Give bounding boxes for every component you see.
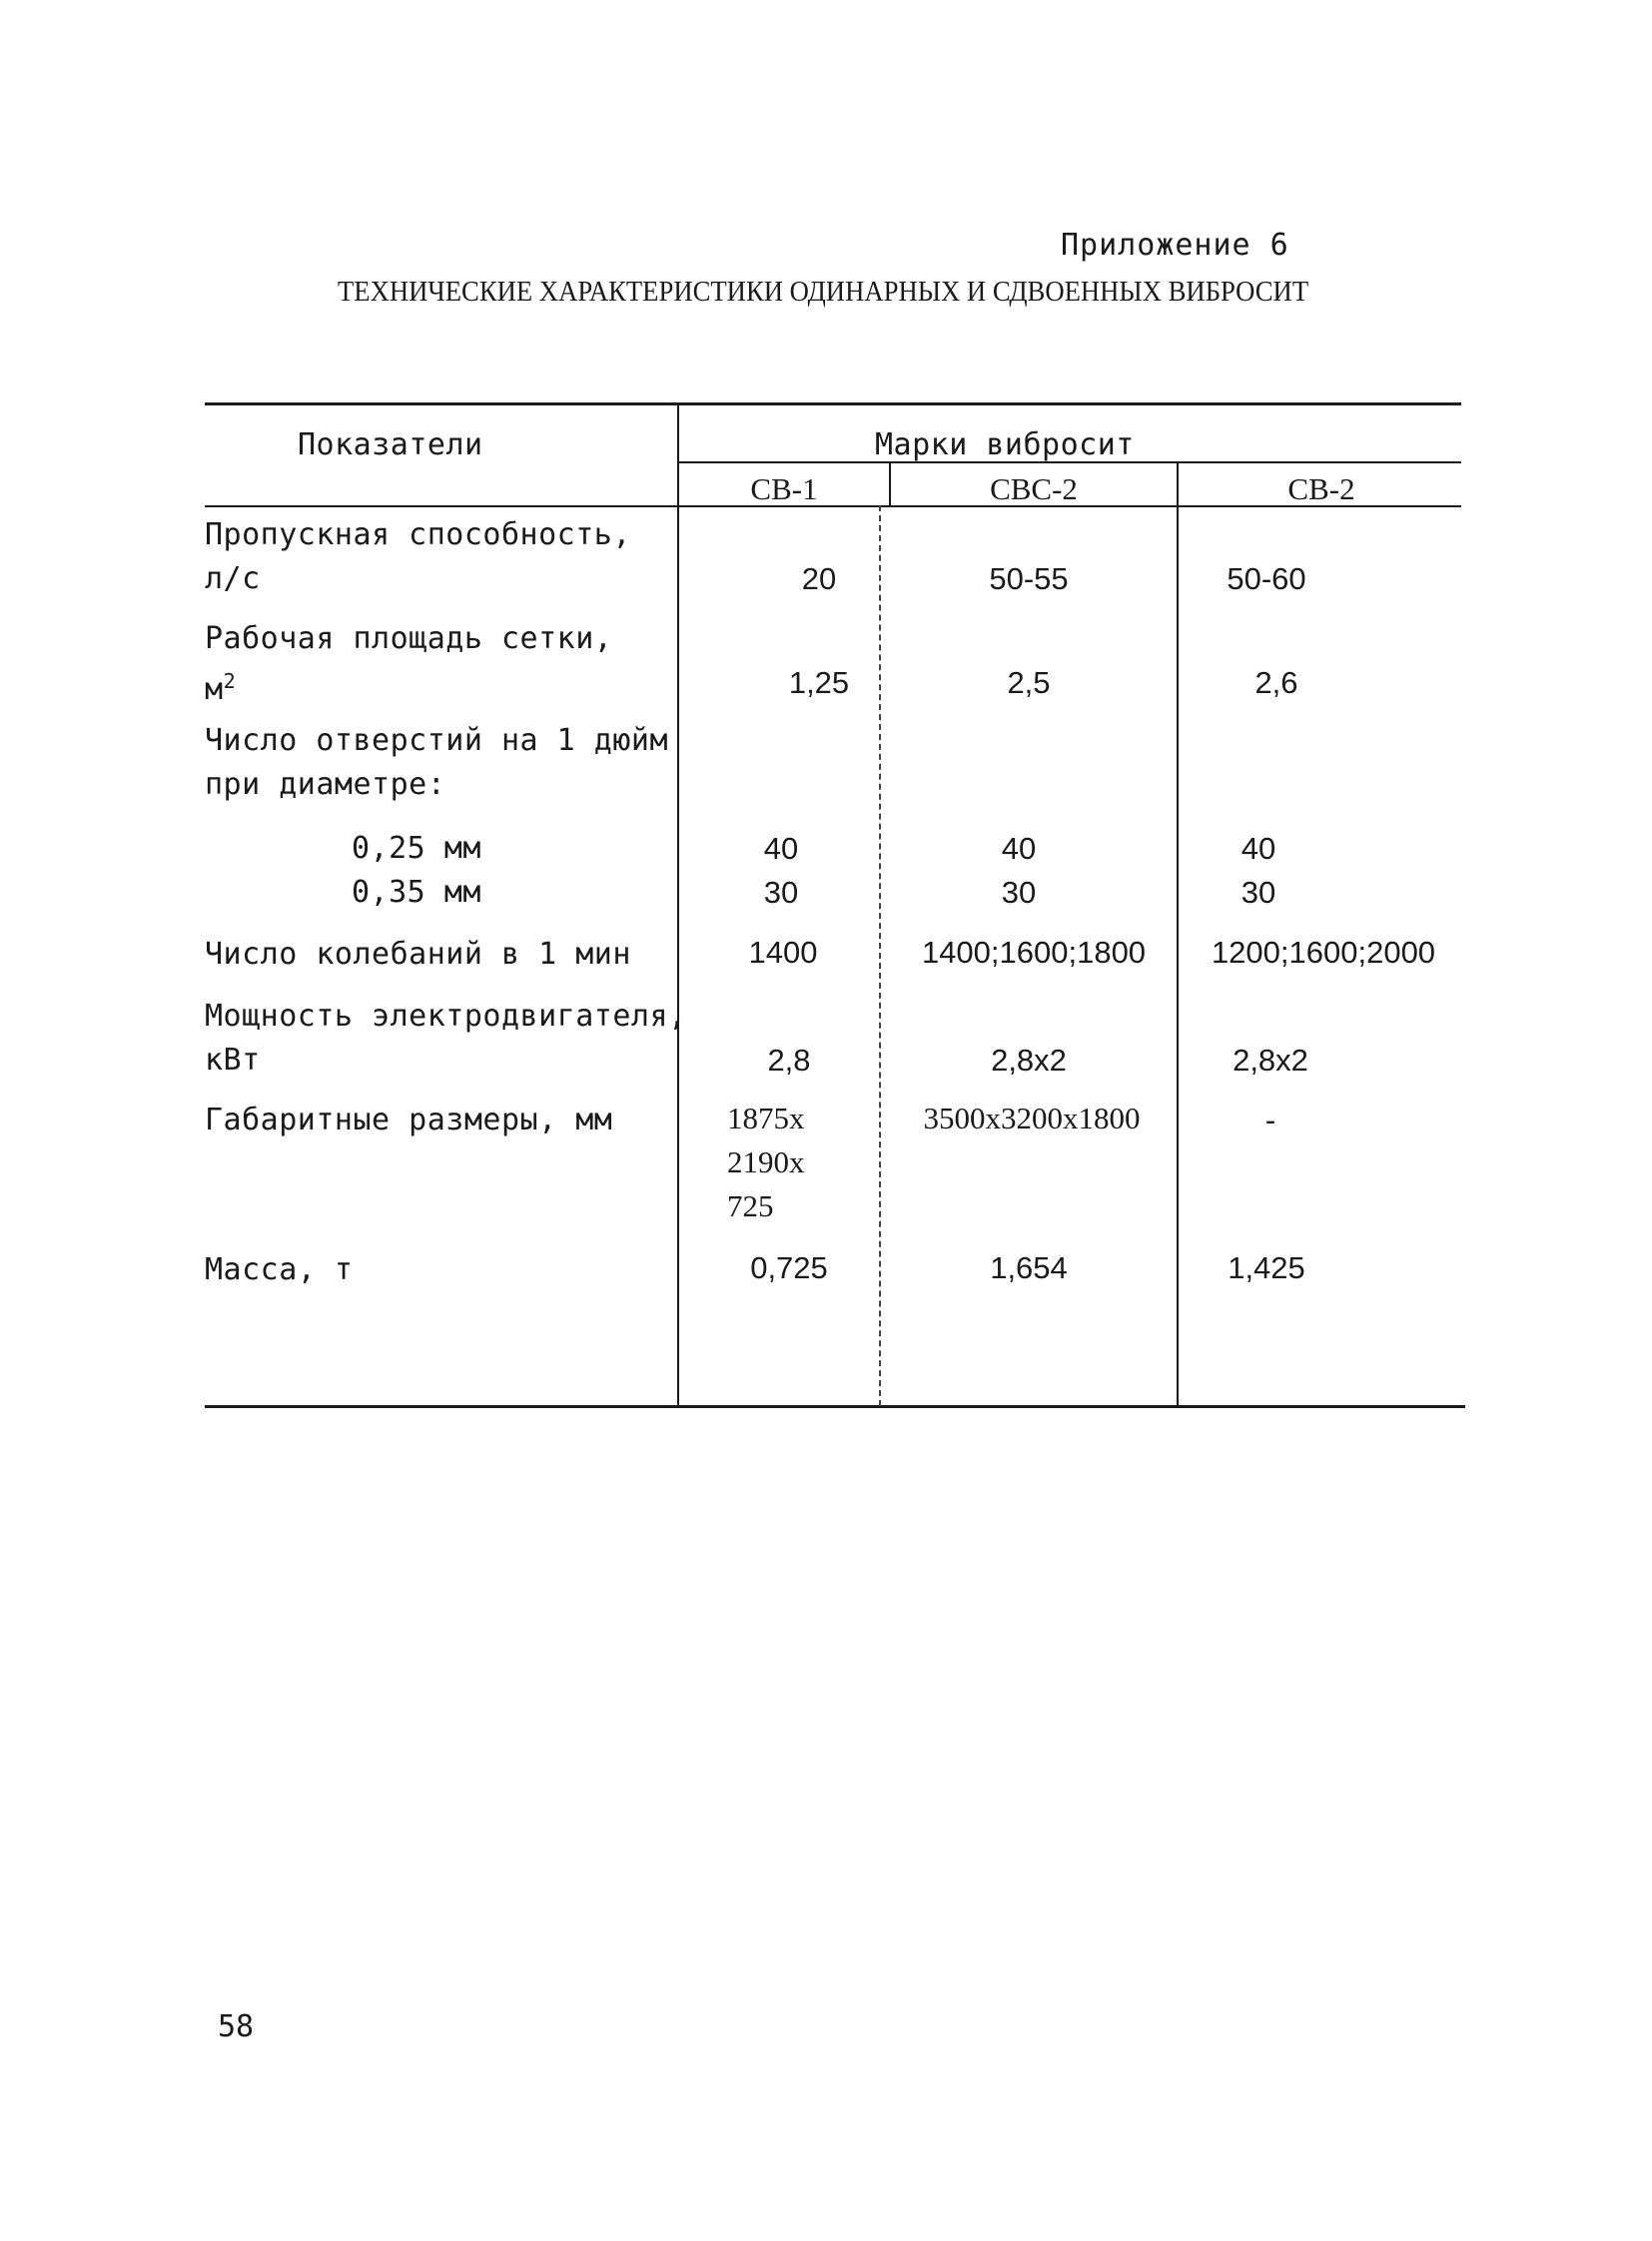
cell-sv1: 0,725 [750,1250,828,1285]
row-label-line: кВт [205,1043,261,1078]
cell-svs2: 1,654 [990,1250,1068,1285]
row-label-line: 0,25 мм [352,831,481,866]
row-label-line: Габаритные размеры, мм [205,1103,613,1137]
cell-svs2: 40 [1001,831,1037,866]
cell-sv1: 1400 [748,935,818,970]
col-divider-1 [889,461,891,505]
row-label-line: Число отверстий на 1 дюйм [205,723,669,758]
cell-sv2: 2,6 [1254,665,1298,700]
cell-svs2: 3500x3200x1800 [923,1101,1141,1135]
cell-sv1: 1875x [727,1101,805,1135]
row-label-line: Мощность электродвигателя, [205,999,687,1034]
row-label-line: Рабочая площадь сетки, [205,621,613,656]
cell-sv1: 1,25 [788,665,850,700]
appendix-label: Приложение 6 [1061,228,1289,263]
row-label-line: 0,35 мм [352,875,481,910]
cell-svs2: 50-55 [989,561,1069,596]
cell-sv2: 30 [1240,875,1276,910]
header-col-sv2: СВ-2 [1287,471,1355,506]
cell-sv2: 40 [1240,831,1276,866]
cell-svs2: 2,5 [1007,665,1051,700]
row-label-line: при диаметре: [205,767,446,802]
unit-superscript: 2 [223,669,237,693]
cell-svs2: 30 [1001,875,1037,910]
row-label-line: Пропускная способность, [205,517,631,552]
cell-sv2: - [1264,1103,1276,1137]
cell-sv1: 40 [763,831,799,866]
cell-sv1-cont: 725 [727,1188,774,1223]
row-label-line: Масса, т [205,1252,354,1287]
cell-sv2: 1,425 [1228,1250,1305,1285]
cell-svs2: 1400;1600;1800 [921,935,1147,970]
document-title: ТЕХНИЧЕСКИЕ ХАРАКТЕРИСТИКИ ОДИНАРНЫХ И СДВОЕННЫХ ВИБРОСИТ [338,276,1309,308]
row-label-line: л/с [205,561,261,596]
header-col-sv1: СВ-1 [750,471,818,506]
header-indicators: Показатели [298,427,483,462]
table-bottom-rule [205,1405,1465,1408]
header-col-svs2: СВС-2 [990,471,1078,506]
cell-sv2: 2,8x2 [1233,1043,1308,1078]
cell-svs2: 2,8x2 [991,1043,1067,1078]
row-label-line: Число колебаний в 1 мин [205,937,631,972]
header-group: Марки вибросит [875,427,1135,462]
cell-sv1: 20 [801,561,837,596]
cell-sv2: 50-60 [1227,561,1306,596]
cell-sv1: 30 [763,875,799,910]
page-number: 58 [218,2009,255,2044]
cell-sv1-cont: 2190x [727,1144,805,1179]
table-top-rule [205,402,1461,405]
cell-sv1: 2,8 [767,1043,811,1078]
row-label-line: $м^2$ [205,669,237,707]
cell-sv2: 1200;1600;2000 [1211,935,1436,970]
